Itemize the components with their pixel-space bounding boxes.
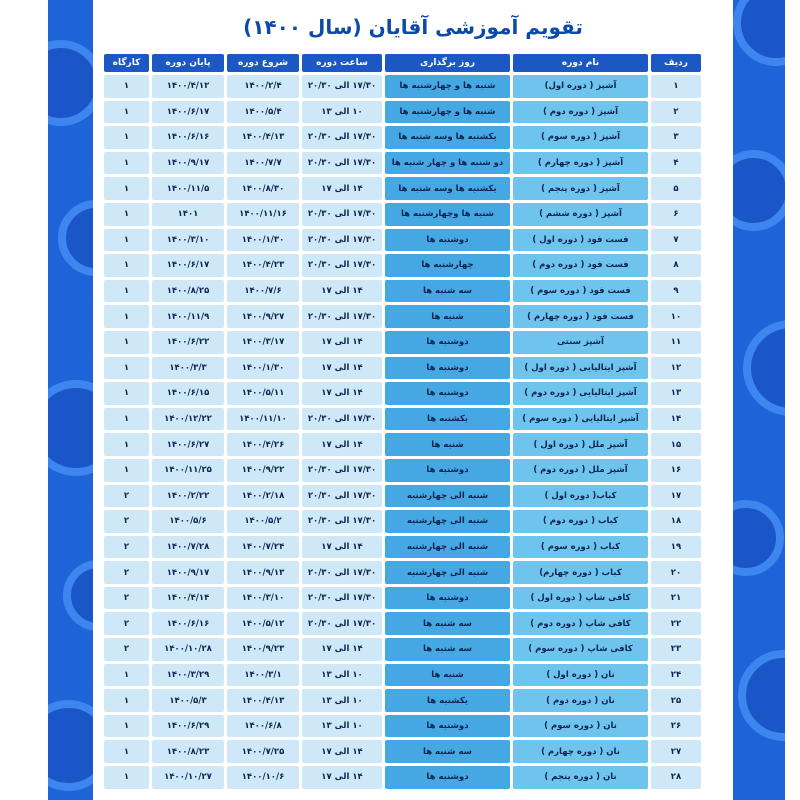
cell-end-date: ۱۴۰۰/۶/۱۶ bbox=[152, 126, 224, 149]
cell-row-number: ۹ bbox=[651, 280, 701, 303]
cell-row-number: ۲۶ bbox=[651, 715, 701, 738]
cell-row-number: ۲۵ bbox=[651, 689, 701, 712]
cell-row-number: ۲۱ bbox=[651, 587, 701, 610]
cell-time: ۱۷/۳۰ الی ۲۰/۳۰ bbox=[302, 126, 382, 149]
cell-start-date: ۱۴۰۰/۴/۲۳ bbox=[227, 254, 299, 277]
cell-row-number: ۱۳ bbox=[651, 382, 701, 405]
cell-row-number: ۲۳ bbox=[651, 638, 701, 661]
cell-start-date: ۱۴۰۰/۱۱/۱۰ bbox=[227, 408, 299, 431]
table-row bbox=[104, 587, 701, 610]
cell-course-name: آشپز ( دوره اول) bbox=[513, 75, 648, 98]
cell-end-date: ۱۴۰۰/۳/۳ bbox=[152, 357, 224, 380]
cell-end-date: ۱۴۰۰/۸/۲۵ bbox=[152, 280, 224, 303]
cell-course-name: آشپز ایتالیایی ( دوره دوم ) bbox=[513, 382, 648, 405]
cell-time: ۱۷/۳۰ الی ۲۰/۳۰ bbox=[302, 305, 382, 328]
cell-end-date: ۱۴۰۱ bbox=[152, 203, 224, 226]
cell-row-number: ۸ bbox=[651, 254, 701, 277]
cell-days: یکشنبه ها وسه شنبه ها bbox=[385, 126, 510, 149]
cell-days: شنبه ها وچهارشنبه ها bbox=[385, 203, 510, 226]
table-row bbox=[104, 152, 701, 175]
cell-days: شنبه ها و چهارشنبه ها bbox=[385, 75, 510, 98]
table-row bbox=[104, 561, 701, 584]
cell-time: ۱۷/۳۰ الی ۲۰/۳۰ bbox=[302, 561, 382, 584]
cell-course-name: نان ( دوره پنجم ) bbox=[513, 766, 648, 789]
cell-end-date: ۱۴۰۰/۴/۱۲ bbox=[152, 75, 224, 98]
cell-end-date: ۱۴۰۰/۱۰/۲۸ bbox=[152, 638, 224, 661]
cell-end-date: ۱۴۰۰/۹/۱۷ bbox=[152, 152, 224, 175]
cell-course-name: نان ( دوره سوم ) bbox=[513, 715, 648, 738]
cell-course-name: آشپز ( دوره دوم ) bbox=[513, 101, 648, 124]
cell-days: دوشنبه ها bbox=[385, 382, 510, 405]
cell-time: ۱۴ الی ۱۷ bbox=[302, 433, 382, 456]
cell-workshop: ۱ bbox=[104, 254, 149, 277]
cell-course-name: فست فود ( دوره اول ) bbox=[513, 229, 648, 252]
cell-time: ۱۷/۳۰ الی ۲۰/۳۰ bbox=[302, 203, 382, 226]
cell-row-number: ۱۲ bbox=[651, 357, 701, 380]
cell-end-date: ۱۴۰۰/۶/۲۲ bbox=[152, 331, 224, 354]
cell-course-name: آشپز سنتی bbox=[513, 331, 648, 354]
cell-end-date: ۱۴۰۰/۹/۱۷ bbox=[152, 561, 224, 584]
cell-end-date: ۱۴۰۰/۱۰/۲۷ bbox=[152, 766, 224, 789]
cell-days: شنبه ها و چهارشنبه ها bbox=[385, 101, 510, 124]
cell-end-date: ۱۴۰۰/۱۲/۲۲ bbox=[152, 408, 224, 431]
cell-row-number: ۲۰ bbox=[651, 561, 701, 584]
cell-start-date: ۱۴۰۰/۸/۳۰ bbox=[227, 177, 299, 200]
cell-end-date: ۱۴۰۰/۶/۲۹ bbox=[152, 715, 224, 738]
cell-end-date: ۱۴۰۰/۲/۲۲ bbox=[152, 485, 224, 508]
cell-end-date: ۱۴۰۰/۸/۲۳ bbox=[152, 740, 224, 763]
cell-end-date: ۱۴۰۰/۶/۱۷ bbox=[152, 101, 224, 124]
cell-start-date: ۱۴۰۰/۵/۱۲ bbox=[227, 612, 299, 635]
cell-days: شنبه ها bbox=[385, 433, 510, 456]
cell-workshop: ۱ bbox=[104, 280, 149, 303]
cell-course-name: کباب ( دوره دوم ) bbox=[513, 510, 648, 533]
table-header-row bbox=[104, 54, 701, 72]
cell-start-date: ۱۴۰۰/۱/۳۰ bbox=[227, 357, 299, 380]
header-workshop: کارگاه bbox=[104, 54, 149, 72]
cell-end-date: ۱۴۰۰/۶/۲۷ bbox=[152, 433, 224, 456]
cell-start-date: ۱۴۰۰/۷/۶ bbox=[227, 280, 299, 303]
cell-course-name: فست فود ( دوره سوم ) bbox=[513, 280, 648, 303]
cell-row-number: ۱۴ bbox=[651, 408, 701, 431]
cell-days: دوشنبه ها bbox=[385, 459, 510, 482]
table-row bbox=[104, 254, 701, 277]
header-start-date: شروع دوره bbox=[227, 54, 299, 72]
cell-workshop: ۱ bbox=[104, 152, 149, 175]
cell-start-date: ۱۴۰۰/۲/۴ bbox=[227, 75, 299, 98]
cell-course-name: کباب ( دوره سوم ) bbox=[513, 536, 648, 559]
cell-time: ۱۷/۳۰ الی ۲۰/۳۰ bbox=[302, 229, 382, 252]
schedule-table bbox=[101, 51, 704, 792]
cell-time: ۱۷/۳۰ الی ۲۰/۳۰ bbox=[302, 408, 382, 431]
table-row bbox=[104, 331, 701, 354]
cell-course-name: کافی شاپ ( دوره سوم ) bbox=[513, 638, 648, 661]
cell-days: شنبه ها bbox=[385, 664, 510, 687]
cell-course-name: آشپز ایتالیایی ( دوره سوم ) bbox=[513, 408, 648, 431]
cell-days: سه شنبه ها bbox=[385, 638, 510, 661]
cell-days: سه شنبه ها bbox=[385, 612, 510, 635]
cell-course-name: آشپز ( دوره ششم ) bbox=[513, 203, 648, 226]
cell-course-name: آشپز ( دوره چهارم ) bbox=[513, 152, 648, 175]
cell-workshop: ۲ bbox=[104, 485, 149, 508]
cell-course-name: نان ( دوره دوم ) bbox=[513, 689, 648, 712]
table-row bbox=[104, 612, 701, 635]
cell-row-number: ۵ bbox=[651, 177, 701, 200]
cell-workshop: ۱ bbox=[104, 305, 149, 328]
cell-time: ۱۷/۳۰ الی ۲۰/۳۰ bbox=[302, 587, 382, 610]
cell-workshop: ۲ bbox=[104, 612, 149, 635]
cell-time: ۱۴ الی ۱۷ bbox=[302, 177, 382, 200]
cell-time: ۱۰ الی ۱۳ bbox=[302, 101, 382, 124]
cell-workshop: ۱ bbox=[104, 433, 149, 456]
cell-days: یکشنبه ها bbox=[385, 408, 510, 431]
cell-end-date: ۱۴۰۰/۵/۳ bbox=[152, 689, 224, 712]
cell-row-number: ۱۶ bbox=[651, 459, 701, 482]
cell-row-number: ۲۴ bbox=[651, 664, 701, 687]
cell-time: ۱۴ الی ۱۷ bbox=[302, 536, 382, 559]
cell-row-number: ۱۵ bbox=[651, 433, 701, 456]
cell-time: ۱۷/۳۰ الی ۲۰/۳۰ bbox=[302, 254, 382, 277]
cell-row-number: ۳ bbox=[651, 126, 701, 149]
table-row bbox=[104, 510, 701, 533]
cell-time: ۱۴ الی ۱۷ bbox=[302, 638, 382, 661]
cell-end-date: ۱۴۰۰/۳/۲۹ bbox=[152, 664, 224, 687]
cell-time: ۱۷/۳۰ الی ۲۰/۳۰ bbox=[302, 152, 382, 175]
cell-row-number: ۲۷ bbox=[651, 740, 701, 763]
table-row bbox=[104, 75, 701, 98]
header-course-name: نام دوره bbox=[513, 54, 648, 72]
cell-end-date: ۱۴۰۰/۱۱/۹ bbox=[152, 305, 224, 328]
cell-start-date: ۱۴۰۰/۹/۲۳ bbox=[227, 638, 299, 661]
cell-workshop: ۱ bbox=[104, 203, 149, 226]
cell-end-date: ۱۴۰۰/۱۱/۵ bbox=[152, 177, 224, 200]
table-row bbox=[104, 485, 701, 508]
cell-course-name: آشپز ( دوره پنجم ) bbox=[513, 177, 648, 200]
header-end-date: پایان دوره bbox=[152, 54, 224, 72]
cell-time: ۱۷/۳۰ الی ۲۰/۳۰ bbox=[302, 459, 382, 482]
cell-end-date: ۱۴۰۰/۶/۱۵ bbox=[152, 382, 224, 405]
cell-workshop: ۱ bbox=[104, 331, 149, 354]
cell-days: شنبه ها bbox=[385, 305, 510, 328]
cell-workshop: ۲ bbox=[104, 587, 149, 610]
table-row bbox=[104, 766, 701, 789]
table-row bbox=[104, 357, 701, 380]
cell-start-date: ۱۴۰۰/۳/۱۰ bbox=[227, 587, 299, 610]
table-row bbox=[104, 229, 701, 252]
cell-start-date: ۱۴۰۰/۵/۲ bbox=[227, 510, 299, 533]
cell-row-number: ۱۰ bbox=[651, 305, 701, 328]
cell-start-date: ۱۴۰۰/۱/۳۰ bbox=[227, 229, 299, 252]
table-row bbox=[104, 203, 701, 226]
cell-start-date: ۱۴۰۰/۵/۱۱ bbox=[227, 382, 299, 405]
cell-course-name: نان ( دوره اول ) bbox=[513, 664, 648, 687]
table-row bbox=[104, 382, 701, 405]
cell-start-date: ۱۴۰۰/۴/۲۶ bbox=[227, 433, 299, 456]
cell-course-name: فست فود ( دوره چهارم ) bbox=[513, 305, 648, 328]
cell-start-date: ۱۴۰۰/۹/۱۳ bbox=[227, 561, 299, 584]
cell-days: شنبه الی چهارشنبه bbox=[385, 510, 510, 533]
cell-start-date: ۱۴۰۰/۴/۱۳ bbox=[227, 126, 299, 149]
cell-days: سه شنبه ها bbox=[385, 740, 510, 763]
cell-course-name: فست فود ( دوره دوم ) bbox=[513, 254, 648, 277]
table-row bbox=[104, 126, 701, 149]
cell-days: دوشنبه ها bbox=[385, 331, 510, 354]
cell-time: ۱۴ الی ۱۷ bbox=[302, 331, 382, 354]
cell-row-number: ۴ bbox=[651, 152, 701, 175]
cell-time: ۱۰ الی ۱۳ bbox=[302, 664, 382, 687]
cell-course-name: نان ( دوره چهارم ) bbox=[513, 740, 648, 763]
cell-workshop: ۱ bbox=[104, 357, 149, 380]
cell-time: ۱۷/۳۰ الی ۲۰/۳۰ bbox=[302, 510, 382, 533]
cell-days: یکشنبه ها وسه شنبه ها bbox=[385, 177, 510, 200]
cell-workshop: ۱ bbox=[104, 766, 149, 789]
cell-days: شنبه الی چهارشنبه bbox=[385, 485, 510, 508]
table-row bbox=[104, 638, 701, 661]
cell-time: ۱۷/۳۰ الی ۲۰/۳۰ bbox=[302, 75, 382, 98]
cell-end-date: ۱۴۰۰/۱۱/۲۵ bbox=[152, 459, 224, 482]
cell-start-date: ۱۴۰۰/۷/۲۵ bbox=[227, 740, 299, 763]
cell-workshop: ۱ bbox=[104, 126, 149, 149]
cell-start-date: ۱۴۰۰/۹/۲۲ bbox=[227, 459, 299, 482]
cell-time: ۱۷/۳۰ الی ۲۰/۳۰ bbox=[302, 485, 382, 508]
cell-workshop: ۱ bbox=[104, 382, 149, 405]
cell-row-number: ۲۲ bbox=[651, 612, 701, 635]
cell-row-number: ۲ bbox=[651, 101, 701, 124]
cell-days: دوشنبه ها bbox=[385, 766, 510, 789]
header-time: ساعت دوره bbox=[302, 54, 382, 72]
cell-end-date: ۱۴۰۰/۳/۱۰ bbox=[152, 229, 224, 252]
cell-start-date: ۱۴۰۰/۳/۱ bbox=[227, 664, 299, 687]
cell-start-date: ۱۴۰۰/۶/۸ bbox=[227, 715, 299, 738]
table-row bbox=[104, 689, 701, 712]
table-row bbox=[104, 177, 701, 200]
cell-workshop: ۱ bbox=[104, 664, 149, 687]
cell-days: چهارشنبه ها bbox=[385, 254, 510, 277]
cell-start-date: ۱۴۰۰/۷/۲۴ bbox=[227, 536, 299, 559]
table-row bbox=[104, 280, 701, 303]
cell-start-date: ۱۴۰۰/۹/۲۷ bbox=[227, 305, 299, 328]
cell-workshop: ۲ bbox=[104, 638, 149, 661]
cell-workshop: ۱ bbox=[104, 715, 149, 738]
header-row-number: ردیف bbox=[651, 54, 701, 72]
cell-workshop: ۲ bbox=[104, 536, 149, 559]
table-row bbox=[104, 536, 701, 559]
cell-row-number: ۱۸ bbox=[651, 510, 701, 533]
cell-time: ۱۰ الی ۱۳ bbox=[302, 689, 382, 712]
cell-row-number: ۶ bbox=[651, 203, 701, 226]
cell-row-number: ۱۱ bbox=[651, 331, 701, 354]
cell-course-name: کافی شاپ ( دوره اول ) bbox=[513, 587, 648, 610]
cell-workshop: ۱ bbox=[104, 689, 149, 712]
table-row bbox=[104, 664, 701, 687]
cell-course-name: آشپز ( دوره سوم ) bbox=[513, 126, 648, 149]
cell-workshop: ۱ bbox=[104, 177, 149, 200]
cell-days: یکشنبه ها bbox=[385, 689, 510, 712]
cell-days: دوشنبه ها bbox=[385, 229, 510, 252]
table-row bbox=[104, 305, 701, 328]
cell-row-number: ۷ bbox=[651, 229, 701, 252]
cell-start-date: ۱۴۰۰/۱۱/۱۶ bbox=[227, 203, 299, 226]
table-row bbox=[104, 740, 701, 763]
cell-time: ۱۷/۳۰ الی ۲۰/۳۰ bbox=[302, 612, 382, 635]
cell-course-name: آشپز ملل ( دوره دوم ) bbox=[513, 459, 648, 482]
cell-end-date: ۱۴۰۰/۴/۱۴ bbox=[152, 587, 224, 610]
cell-time: ۱۴ الی ۱۷ bbox=[302, 740, 382, 763]
cell-start-date: ۱۴۰۰/۲/۱۸ bbox=[227, 485, 299, 508]
cell-start-date: ۱۴۰۰/۳/۱۷ bbox=[227, 331, 299, 354]
cell-time: ۱۰ الی ۱۳ bbox=[302, 715, 382, 738]
header-days: روز برگذاری bbox=[385, 54, 510, 72]
page-title: تقویم آموزشی آقایان (سال ۱۴۰۰) bbox=[243, 15, 583, 39]
cell-row-number: ۱۹ bbox=[651, 536, 701, 559]
cell-days: شنبه الی چهارشنبه bbox=[385, 536, 510, 559]
cell-row-number: ۱۷ bbox=[651, 485, 701, 508]
cell-days: دوشنبه ها bbox=[385, 587, 510, 610]
cell-end-date: ۱۴۰۰/۵/۶ bbox=[152, 510, 224, 533]
cell-workshop: ۱ bbox=[104, 459, 149, 482]
cell-start-date: ۱۴۰۰/۴/۱۳ bbox=[227, 689, 299, 712]
cell-course-name: کافی شاپ ( دوره دوم ) bbox=[513, 612, 648, 635]
cell-course-name: کباب ( دوره چهارم) bbox=[513, 561, 648, 584]
cell-end-date: ۱۴۰۰/۷/۲۸ bbox=[152, 536, 224, 559]
cell-workshop: ۱ bbox=[104, 408, 149, 431]
cell-end-date: ۱۴۰۰/۶/۱۶ bbox=[152, 612, 224, 635]
cell-workshop: ۱ bbox=[104, 229, 149, 252]
cell-start-date: ۱۴۰۰/۵/۴ bbox=[227, 101, 299, 124]
table-row bbox=[104, 408, 701, 431]
cell-time: ۱۴ الی ۱۷ bbox=[302, 766, 382, 789]
cell-course-name: کباب( دوره اول ) bbox=[513, 485, 648, 508]
cell-row-number: ۲۸ bbox=[651, 766, 701, 789]
table-row bbox=[104, 433, 701, 456]
cell-workshop: ۲ bbox=[104, 561, 149, 584]
cell-start-date: ۱۴۰۰/۷/۷ bbox=[227, 152, 299, 175]
cell-row-number: ۱ bbox=[651, 75, 701, 98]
cell-workshop: ۱ bbox=[104, 75, 149, 98]
cell-start-date: ۱۴۰۰/۱۰/۶ bbox=[227, 766, 299, 789]
table-row bbox=[104, 715, 701, 738]
cell-workshop: ۲ bbox=[104, 510, 149, 533]
cell-time: ۱۴ الی ۱۷ bbox=[302, 280, 382, 303]
cell-course-name: آشپز ملل ( دوره اول ) bbox=[513, 433, 648, 456]
cell-days: سه شنبه ها bbox=[385, 280, 510, 303]
cell-time: ۱۴ الی ۱۷ bbox=[302, 382, 382, 405]
cell-time: ۱۴ الی ۱۷ bbox=[302, 357, 382, 380]
cell-workshop: ۱ bbox=[104, 740, 149, 763]
table-row bbox=[104, 459, 701, 482]
cell-end-date: ۱۴۰۰/۶/۱۷ bbox=[152, 254, 224, 277]
cell-course-name: آشپز ایتالیایی ( دوره اول ) bbox=[513, 357, 648, 380]
cell-days: دوشنبه ها bbox=[385, 715, 510, 738]
cell-days: دو شنبه ها و چهار شنبه ها bbox=[385, 152, 510, 175]
cell-days: دوشنبه ها bbox=[385, 357, 510, 380]
table-row bbox=[104, 101, 701, 124]
cell-days: شنبه الی چهارشنبه bbox=[385, 561, 510, 584]
cell-workshop: ۱ bbox=[104, 101, 149, 124]
